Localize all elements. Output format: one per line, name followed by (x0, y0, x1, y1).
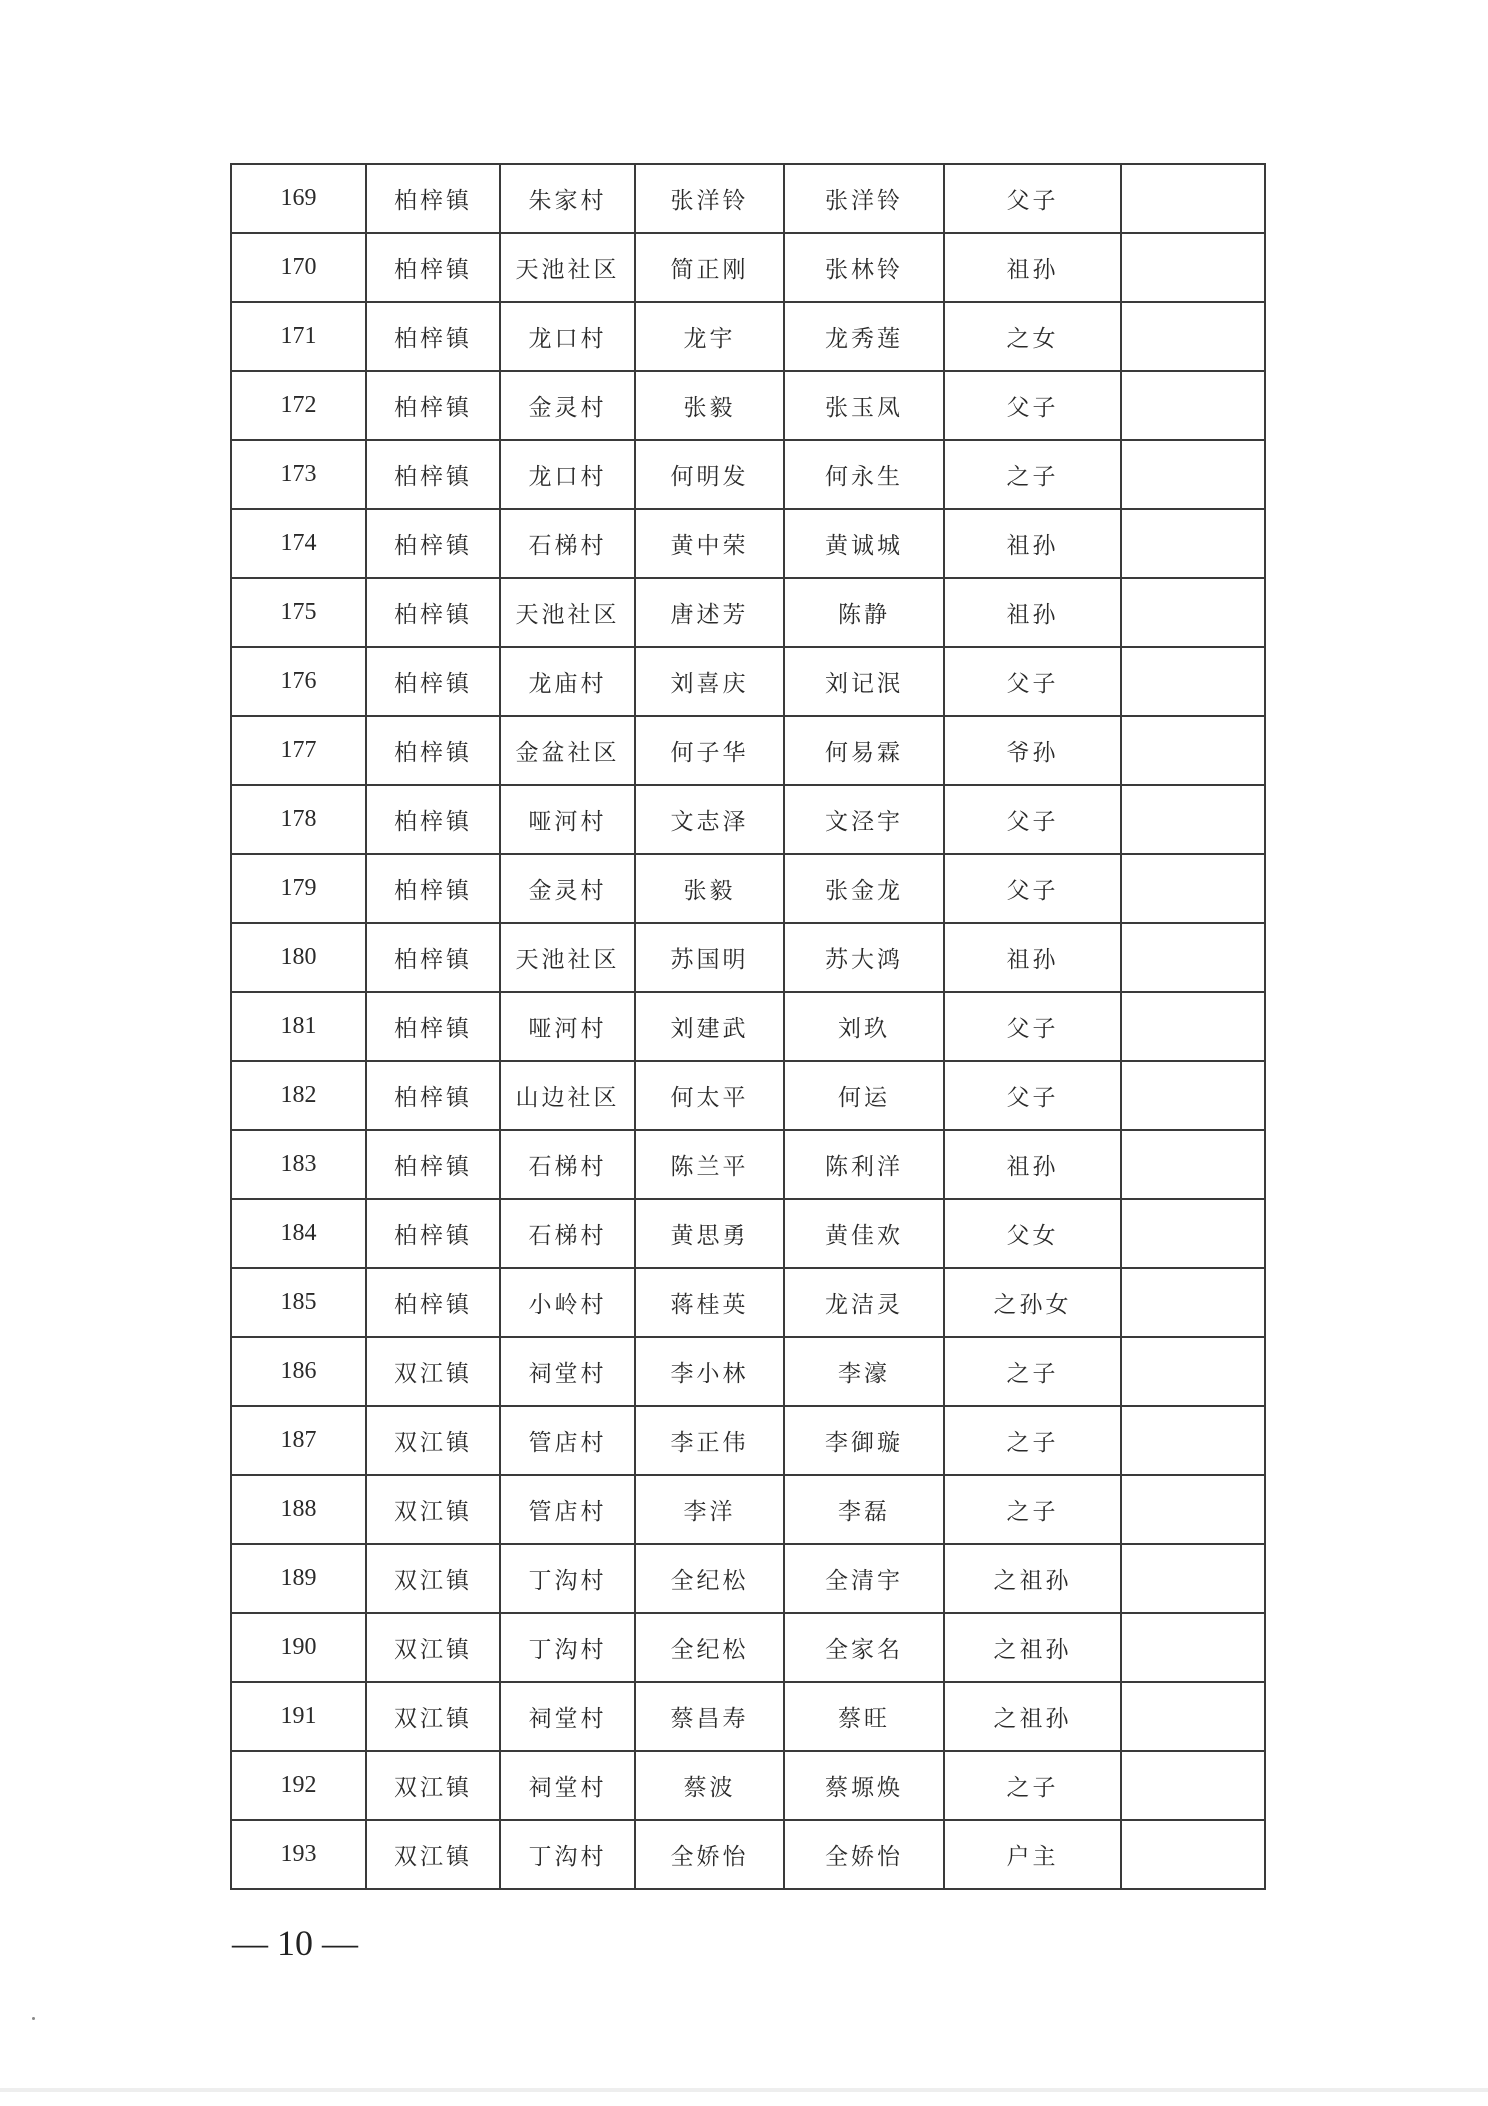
relation-cell: 之祖孙 (944, 1544, 1121, 1613)
member-cell: 陈利洋 (784, 1130, 944, 1199)
table-row (231, 440, 1265, 509)
applicant-cell: 刘喜庆 (635, 647, 784, 716)
remark-cell (1121, 1682, 1265, 1751)
member-cell: 何易霖 (784, 716, 944, 785)
town-cell: 双江镇 (366, 1682, 500, 1751)
town-cell: 双江镇 (366, 1406, 500, 1475)
remark-cell (1121, 164, 1265, 233)
row-number-cell: 187 (231, 1406, 366, 1475)
village-cell: 天池社区 (500, 923, 635, 992)
row-number-cell: 169 (231, 164, 366, 233)
applicant-cell: 何子华 (635, 716, 784, 785)
applicant-cell: 蔡昌寿 (635, 1682, 784, 1751)
town-cell: 柏梓镇 (366, 578, 500, 647)
remark-cell (1121, 854, 1265, 923)
member-cell: 张玉凤 (784, 371, 944, 440)
village-cell: 朱家村 (500, 164, 635, 233)
village-cell: 丁沟村 (500, 1544, 635, 1613)
page-number: — 10 — (232, 1923, 358, 1963)
village-cell: 丁沟村 (500, 1820, 635, 1889)
village-cell: 哑河村 (500, 785, 635, 854)
row-number-cell: 171 (231, 302, 366, 371)
table-row (231, 1820, 1265, 1889)
row-number-cell: 186 (231, 1337, 366, 1406)
row-number-cell: 192 (231, 1751, 366, 1820)
applicant-cell: 何太平 (635, 1061, 784, 1130)
table-row (231, 302, 1265, 371)
remark-cell (1121, 1130, 1265, 1199)
remark-cell (1121, 716, 1265, 785)
remark-cell (1121, 509, 1265, 578)
village-cell: 石梯村 (500, 1130, 635, 1199)
applicant-cell: 李洋 (635, 1475, 784, 1544)
relation-cell: 之子 (944, 1337, 1121, 1406)
row-number-cell: 189 (231, 1544, 366, 1613)
relation-cell: 父女 (944, 1199, 1121, 1268)
table-row (231, 371, 1265, 440)
table-row (231, 854, 1265, 923)
table-row (231, 164, 1265, 233)
remark-cell (1121, 785, 1265, 854)
row-number-cell: 185 (231, 1268, 366, 1337)
applicant-cell: 文志泽 (635, 785, 784, 854)
applicant-cell: 简正刚 (635, 233, 784, 302)
member-cell: 全娇怡 (784, 1820, 944, 1889)
table-row (231, 578, 1265, 647)
table-body (231, 164, 1265, 1889)
member-cell: 张林铃 (784, 233, 944, 302)
member-cell: 李濠 (784, 1337, 944, 1406)
table-row (231, 647, 1265, 716)
relation-cell: 户主 (944, 1820, 1121, 1889)
row-number-cell: 191 (231, 1682, 366, 1751)
town-cell: 柏梓镇 (366, 923, 500, 992)
applicant-cell: 李正伟 (635, 1406, 784, 1475)
row-number-cell: 178 (231, 785, 366, 854)
row-number-cell: 184 (231, 1199, 366, 1268)
relation-cell: 父子 (944, 164, 1121, 233)
remark-cell (1121, 1544, 1265, 1613)
relation-cell: 祖孙 (944, 233, 1121, 302)
row-number-cell: 179 (231, 854, 366, 923)
table-row (231, 1613, 1265, 1682)
applicant-cell: 张毅 (635, 371, 784, 440)
village-cell: 山边社区 (500, 1061, 635, 1130)
village-cell: 祠堂村 (500, 1337, 635, 1406)
town-cell: 双江镇 (366, 1544, 500, 1613)
relation-cell: 之子 (944, 1751, 1121, 1820)
town-cell: 柏梓镇 (366, 1061, 500, 1130)
town-cell: 双江镇 (366, 1337, 500, 1406)
remark-cell (1121, 302, 1265, 371)
table-row (231, 233, 1265, 302)
applicant-cell: 刘建武 (635, 992, 784, 1061)
town-cell: 双江镇 (366, 1613, 500, 1682)
member-cell: 刘玖 (784, 992, 944, 1061)
town-cell: 柏梓镇 (366, 509, 500, 578)
applicant-cell: 张毅 (635, 854, 784, 923)
village-cell: 祠堂村 (500, 1682, 635, 1751)
table-row (231, 1751, 1265, 1820)
relation-cell: 之子 (944, 440, 1121, 509)
table-row (231, 923, 1265, 992)
town-cell: 柏梓镇 (366, 302, 500, 371)
remark-cell (1121, 233, 1265, 302)
town-cell: 柏梓镇 (366, 371, 500, 440)
applicant-cell: 龙宇 (635, 302, 784, 371)
town-cell: 柏梓镇 (366, 1268, 500, 1337)
town-cell: 柏梓镇 (366, 992, 500, 1061)
relation-cell: 祖孙 (944, 578, 1121, 647)
row-number-cell: 181 (231, 992, 366, 1061)
village-cell: 金灵村 (500, 854, 635, 923)
applicant-cell: 张洋铃 (635, 164, 784, 233)
applicant-cell: 全纪松 (635, 1544, 784, 1613)
town-cell: 柏梓镇 (366, 1199, 500, 1268)
row-number-cell: 173 (231, 440, 366, 509)
village-cell: 祠堂村 (500, 1751, 635, 1820)
remark-cell (1121, 1820, 1265, 1889)
village-cell: 石梯村 (500, 1199, 635, 1268)
member-cell: 黄佳欢 (784, 1199, 944, 1268)
row-number-cell: 172 (231, 371, 366, 440)
applicant-cell: 黄思勇 (635, 1199, 784, 1268)
row-number-cell: 182 (231, 1061, 366, 1130)
member-cell: 全清宇 (784, 1544, 944, 1613)
town-cell: 柏梓镇 (366, 233, 500, 302)
scan-edge-line (0, 2088, 1488, 2092)
member-cell: 李御璇 (784, 1406, 944, 1475)
member-cell: 何永生 (784, 440, 944, 509)
remark-cell (1121, 1406, 1265, 1475)
relation-cell: 爷孙 (944, 716, 1121, 785)
row-number-cell: 176 (231, 647, 366, 716)
remark-cell (1121, 578, 1265, 647)
table-row (231, 1682, 1265, 1751)
row-number-cell: 174 (231, 509, 366, 578)
table-row (231, 1337, 1265, 1406)
relation-cell: 父子 (944, 647, 1121, 716)
village-cell: 石梯村 (500, 509, 635, 578)
table-row (231, 1130, 1265, 1199)
relation-cell: 之祖孙 (944, 1613, 1121, 1682)
town-cell: 柏梓镇 (366, 440, 500, 509)
member-cell: 张金龙 (784, 854, 944, 923)
table-row (231, 1268, 1265, 1337)
relation-cell: 之孙女 (944, 1268, 1121, 1337)
relation-cell: 父子 (944, 785, 1121, 854)
relation-cell: 父子 (944, 992, 1121, 1061)
town-cell: 双江镇 (366, 1475, 500, 1544)
relation-cell: 之子 (944, 1475, 1121, 1544)
member-cell: 蔡塬焕 (784, 1751, 944, 1820)
remark-cell (1121, 440, 1265, 509)
village-cell: 哑河村 (500, 992, 635, 1061)
remark-cell (1121, 1337, 1265, 1406)
village-cell: 小岭村 (500, 1268, 635, 1337)
remark-cell (1121, 1061, 1265, 1130)
town-cell: 双江镇 (366, 1820, 500, 1889)
village-cell: 金灵村 (500, 371, 635, 440)
relation-cell: 之女 (944, 302, 1121, 371)
row-number-cell: 193 (231, 1820, 366, 1889)
remark-cell (1121, 1268, 1265, 1337)
town-cell: 柏梓镇 (366, 854, 500, 923)
remark-cell (1121, 1199, 1265, 1268)
table-row (231, 785, 1265, 854)
member-cell: 蔡旺 (784, 1682, 944, 1751)
member-cell: 文泾宇 (784, 785, 944, 854)
village-cell: 龙庙村 (500, 647, 635, 716)
member-cell: 全家名 (784, 1613, 944, 1682)
row-number-cell: 183 (231, 1130, 366, 1199)
village-cell: 丁沟村 (500, 1613, 635, 1682)
remark-cell (1121, 992, 1265, 1061)
remark-cell (1121, 647, 1265, 716)
village-cell: 天池社区 (500, 233, 635, 302)
member-cell: 张洋铃 (784, 164, 944, 233)
applicant-cell: 黄中荣 (635, 509, 784, 578)
member-cell: 陈静 (784, 578, 944, 647)
applicant-cell: 李小林 (635, 1337, 784, 1406)
row-number-cell: 180 (231, 923, 366, 992)
member-cell: 龙秀莲 (784, 302, 944, 371)
village-cell: 天池社区 (500, 578, 635, 647)
applicant-cell: 全娇怡 (635, 1820, 784, 1889)
relation-cell: 父子 (944, 371, 1121, 440)
village-cell: 金盆社区 (500, 716, 635, 785)
village-cell: 龙口村 (500, 440, 635, 509)
town-cell: 双江镇 (366, 1751, 500, 1820)
village-cell: 管店村 (500, 1475, 635, 1544)
table-row (231, 992, 1265, 1061)
town-cell: 柏梓镇 (366, 716, 500, 785)
relation-cell: 之子 (944, 1406, 1121, 1475)
remark-cell (1121, 1475, 1265, 1544)
relation-cell: 祖孙 (944, 509, 1121, 578)
town-cell: 柏梓镇 (366, 785, 500, 854)
row-number-cell: 175 (231, 578, 366, 647)
member-cell: 何运 (784, 1061, 944, 1130)
scan-speck (32, 2017, 35, 2020)
applicant-cell: 蒋桂英 (635, 1268, 784, 1337)
village-cell: 管店村 (500, 1406, 635, 1475)
member-cell: 李磊 (784, 1475, 944, 1544)
row-number-cell: 188 (231, 1475, 366, 1544)
town-cell: 柏梓镇 (366, 647, 500, 716)
relation-cell: 祖孙 (944, 1130, 1121, 1199)
town-cell: 柏梓镇 (366, 1130, 500, 1199)
applicant-cell: 全纪松 (635, 1613, 784, 1682)
member-cell: 苏大鸿 (784, 923, 944, 992)
roster-table (230, 163, 1266, 1890)
table-row (231, 1199, 1265, 1268)
village-cell: 龙口村 (500, 302, 635, 371)
applicant-cell: 何明发 (635, 440, 784, 509)
relation-cell: 父子 (944, 1061, 1121, 1130)
table-row (231, 509, 1265, 578)
row-number-cell: 177 (231, 716, 366, 785)
table-row (231, 1406, 1265, 1475)
applicant-cell: 蔡波 (635, 1751, 784, 1820)
member-cell: 刘记泯 (784, 647, 944, 716)
town-cell: 柏梓镇 (366, 164, 500, 233)
relation-cell: 祖孙 (944, 923, 1121, 992)
table-row (231, 716, 1265, 785)
table-row (231, 1475, 1265, 1544)
row-number-cell: 170 (231, 233, 366, 302)
relation-cell: 父子 (944, 854, 1121, 923)
remark-cell (1121, 1751, 1265, 1820)
remark-cell (1121, 1613, 1265, 1682)
roster-table-container (230, 163, 1264, 1890)
relation-cell: 之祖孙 (944, 1682, 1121, 1751)
remark-cell (1121, 923, 1265, 992)
applicant-cell: 唐述芳 (635, 578, 784, 647)
applicant-cell: 陈兰平 (635, 1130, 784, 1199)
member-cell: 黄诚城 (784, 509, 944, 578)
table-row (231, 1061, 1265, 1130)
member-cell: 龙洁灵 (784, 1268, 944, 1337)
row-number-cell: 190 (231, 1613, 366, 1682)
table-row (231, 1544, 1265, 1613)
remark-cell (1121, 371, 1265, 440)
applicant-cell: 苏国明 (635, 923, 784, 992)
